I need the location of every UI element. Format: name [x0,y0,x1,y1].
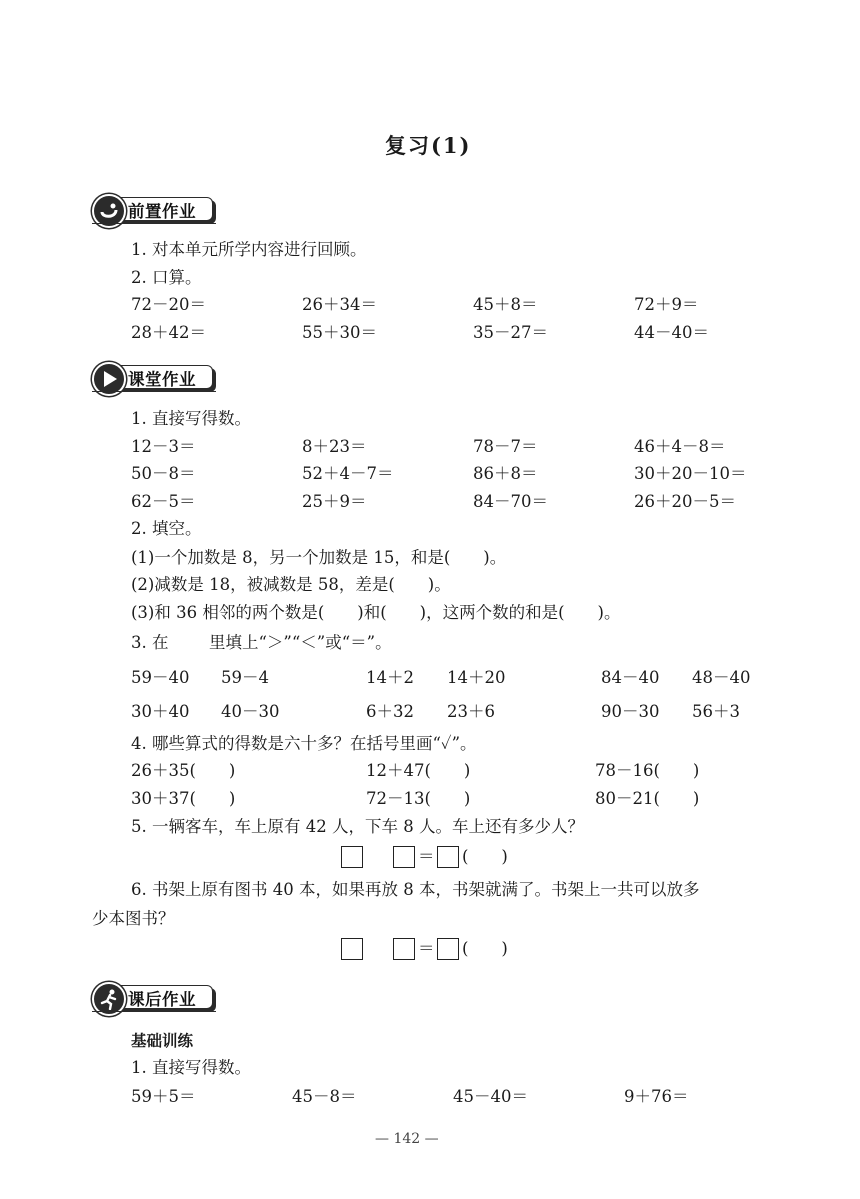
equation: 84－70＝ [473,492,548,511]
check-item: 80－21( ) [595,789,700,808]
section-label: 课堂作业 [128,370,196,389]
equation: 46＋4－8＝ [634,437,726,456]
fill-blank-item: (2)减数是 18，被减数是 58，差是( )。 [131,575,451,594]
answer-box [437,846,459,868]
question-text: 2. 填空。 [131,519,202,538]
equals-sign: ＝ [418,847,435,866]
answer-box [341,846,363,868]
equation: 50－8＝ [131,464,196,483]
section-header-class [92,362,220,390]
section-label: 课后作业 [128,990,196,1009]
equals-sign: ＝ [418,939,435,958]
equation: 25＋9＝ [302,492,367,511]
answer-box [437,938,459,960]
fill-blank-item: (3)和 36 相邻的两个数是( )和( )，这两个数的和是( )。 [131,603,621,622]
comparison-expr: 59－4 [221,668,269,687]
comparison-expr: 59－40 [131,668,190,687]
equation: 78－7＝ [473,437,538,456]
question-text: 5. 一辆客车，车上原有 42 人，下车 8 人。车上还有多少人？ [131,817,584,836]
answer-box [341,938,363,960]
comparison-expr: 56＋3 [692,702,740,721]
question-text: 2. 口算。 [131,268,202,287]
subsection-title: 基础训练 [131,1032,194,1050]
equation: 35－27＝ [473,323,548,342]
answer-box [393,846,415,868]
question-text: 1. 对本单元所学内容进行回顾。 [131,240,367,259]
equation: 26＋20－5＝ [634,492,736,511]
equation: 28＋42＝ [131,323,206,342]
equation: 52＋4－7＝ [302,464,394,483]
check-item: 26＋35( ) [131,761,236,780]
equation: 8＋23＝ [302,437,367,456]
equation: 59＋5＝ [131,1087,196,1106]
equation: 62－5＝ [131,492,196,511]
equation: 44－40＝ [634,323,709,342]
comparison-expr: 14＋2 [366,668,414,687]
check-item: 78－16( ) [595,761,700,780]
equation: 86＋8＝ [473,464,538,483]
comparison-expr: 14＋20 [447,668,506,687]
question-text: 1. 直接写得数。 [131,409,251,428]
question-text: 1. 直接写得数。 [131,1058,251,1077]
unit-blank: ( ) [462,939,508,958]
equation: 72－20＝ [131,295,206,314]
equation: 9＋76＝ [624,1087,689,1106]
equation: 26＋34＝ [302,295,377,314]
equation: 30＋20－10＝ [634,464,747,483]
question-text: 4. 哪些算式的得数是六十多？在括号里画“✓”。 [131,734,477,753]
section-label: 前置作业 [128,202,196,221]
check-item: 30＋37( ) [131,789,236,808]
equation: 45－8＝ [292,1087,357,1106]
page-number: — 142 — [375,1131,439,1147]
equation: 55＋30＝ [302,323,377,342]
section-header-post [92,982,220,1010]
question-text: 少本图书？ [92,909,175,928]
comparison-expr: 30＋40 [131,702,190,721]
answer-box [393,938,415,960]
question-text: 3. 在 [131,633,169,652]
equation: 45＋8＝ [473,295,538,314]
comparison-expr: 90－30 [601,702,660,721]
fill-blank-item: (1)一个加数是 8，另一个加数是 15，和是( )。 [131,548,507,567]
question-text: 6. 书架上原有图书 40 本，如果再放 8 本，书架就满了。书架上一共可以放多 [131,880,700,899]
section-header-pre [92,194,220,222]
comparison-expr: 23＋6 [447,702,495,721]
unit-blank: ( ) [462,847,508,866]
check-item: 72－13( ) [366,789,471,808]
comparison-expr: 48－40 [692,668,751,687]
comparison-expr: 84－40 [601,668,660,687]
page-title: 复习(1) [385,133,472,158]
equation: 72＋9＝ [634,295,699,314]
question-text: 里填上“＞”“＜”或“＝”。 [209,633,392,652]
equation: 12－3＝ [131,437,196,456]
check-item: 12＋47( ) [366,761,471,780]
comparison-expr: 6＋32 [366,702,414,721]
comparison-expr: 40－30 [221,702,280,721]
equation: 45－40＝ [453,1087,528,1106]
